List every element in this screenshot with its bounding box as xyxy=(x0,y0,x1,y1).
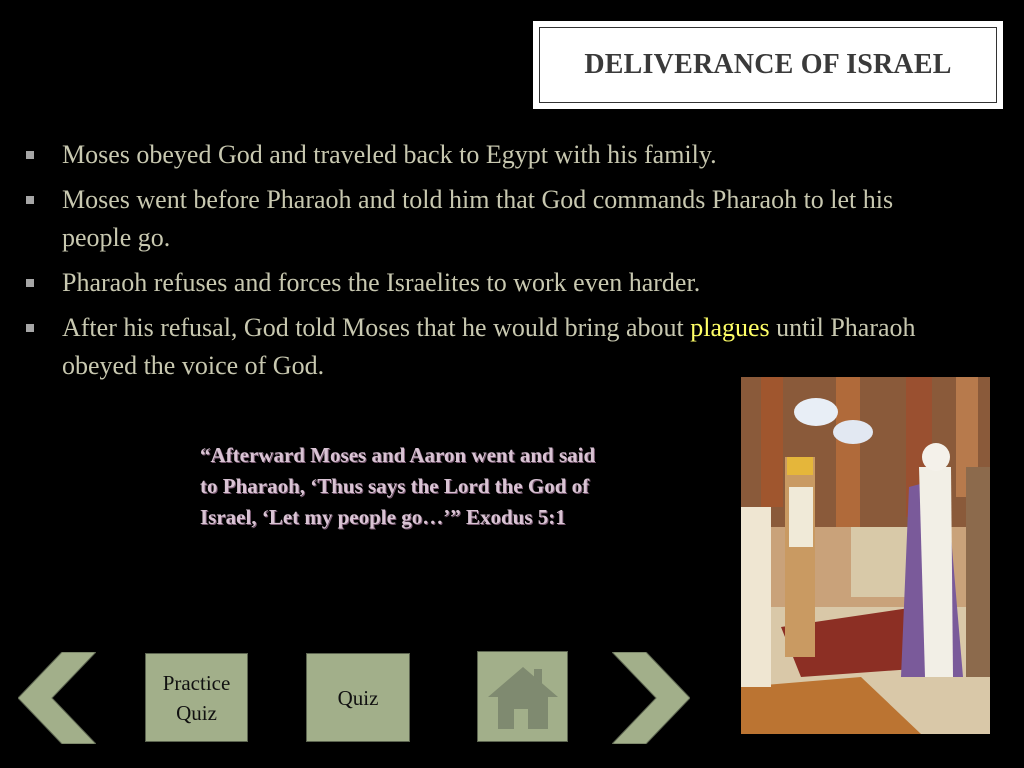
bullet-item xyxy=(24,309,944,385)
home-button[interactable] xyxy=(477,651,568,742)
quiz-button[interactable] xyxy=(306,653,410,742)
bullet-square-icon xyxy=(26,279,34,287)
slide-title: DELIVERANCE OF ISRAEL xyxy=(584,49,952,80)
bullet-text: Moses went before Pharaoh and told him that God commands Pharaoh to let his people go. xyxy=(62,185,894,252)
bullet-text-after: until Pharaoh obeyed the voice of God. xyxy=(62,313,916,380)
practice-quiz-line2: Quiz xyxy=(176,700,217,725)
moses-pharaoh-painting xyxy=(741,377,990,734)
practice-quiz-label xyxy=(163,668,231,728)
bullet-list xyxy=(24,136,944,392)
practice-quiz-line1: Practice xyxy=(162,670,231,695)
title-box xyxy=(533,21,1003,109)
bullet-text: Moses obeyed God and traveled back to Egypt with his family. xyxy=(62,140,717,169)
practice-quiz-button[interactable] xyxy=(145,653,248,742)
bullet-square-icon xyxy=(26,196,34,204)
bullet-text-before: After his refusal, God told Moses that he would bring about xyxy=(62,313,691,342)
scripture-quote: “Afterward Moses and Aaron went and said to Pharaoh, ‘Thus says the Lord the God of Israel, ‘Let my people go…’” Exodus 5:1 xyxy=(200,443,596,529)
chevron-right-icon[interactable] xyxy=(612,652,690,744)
bullet-item xyxy=(24,136,944,174)
bullet-square-icon xyxy=(26,151,34,159)
bullet-text: Pharaoh refuses and forces the Israelites to work even harder. xyxy=(62,268,701,297)
bullet-square-icon xyxy=(26,324,34,332)
chevron-left-icon[interactable] xyxy=(18,652,96,744)
bullet-item xyxy=(24,264,944,302)
home-icon xyxy=(486,661,560,733)
quiz-label: Quiz xyxy=(337,685,379,710)
title-frame xyxy=(539,27,997,103)
bullet-item xyxy=(24,181,944,257)
plagues-link[interactable]: plagues xyxy=(690,313,770,342)
